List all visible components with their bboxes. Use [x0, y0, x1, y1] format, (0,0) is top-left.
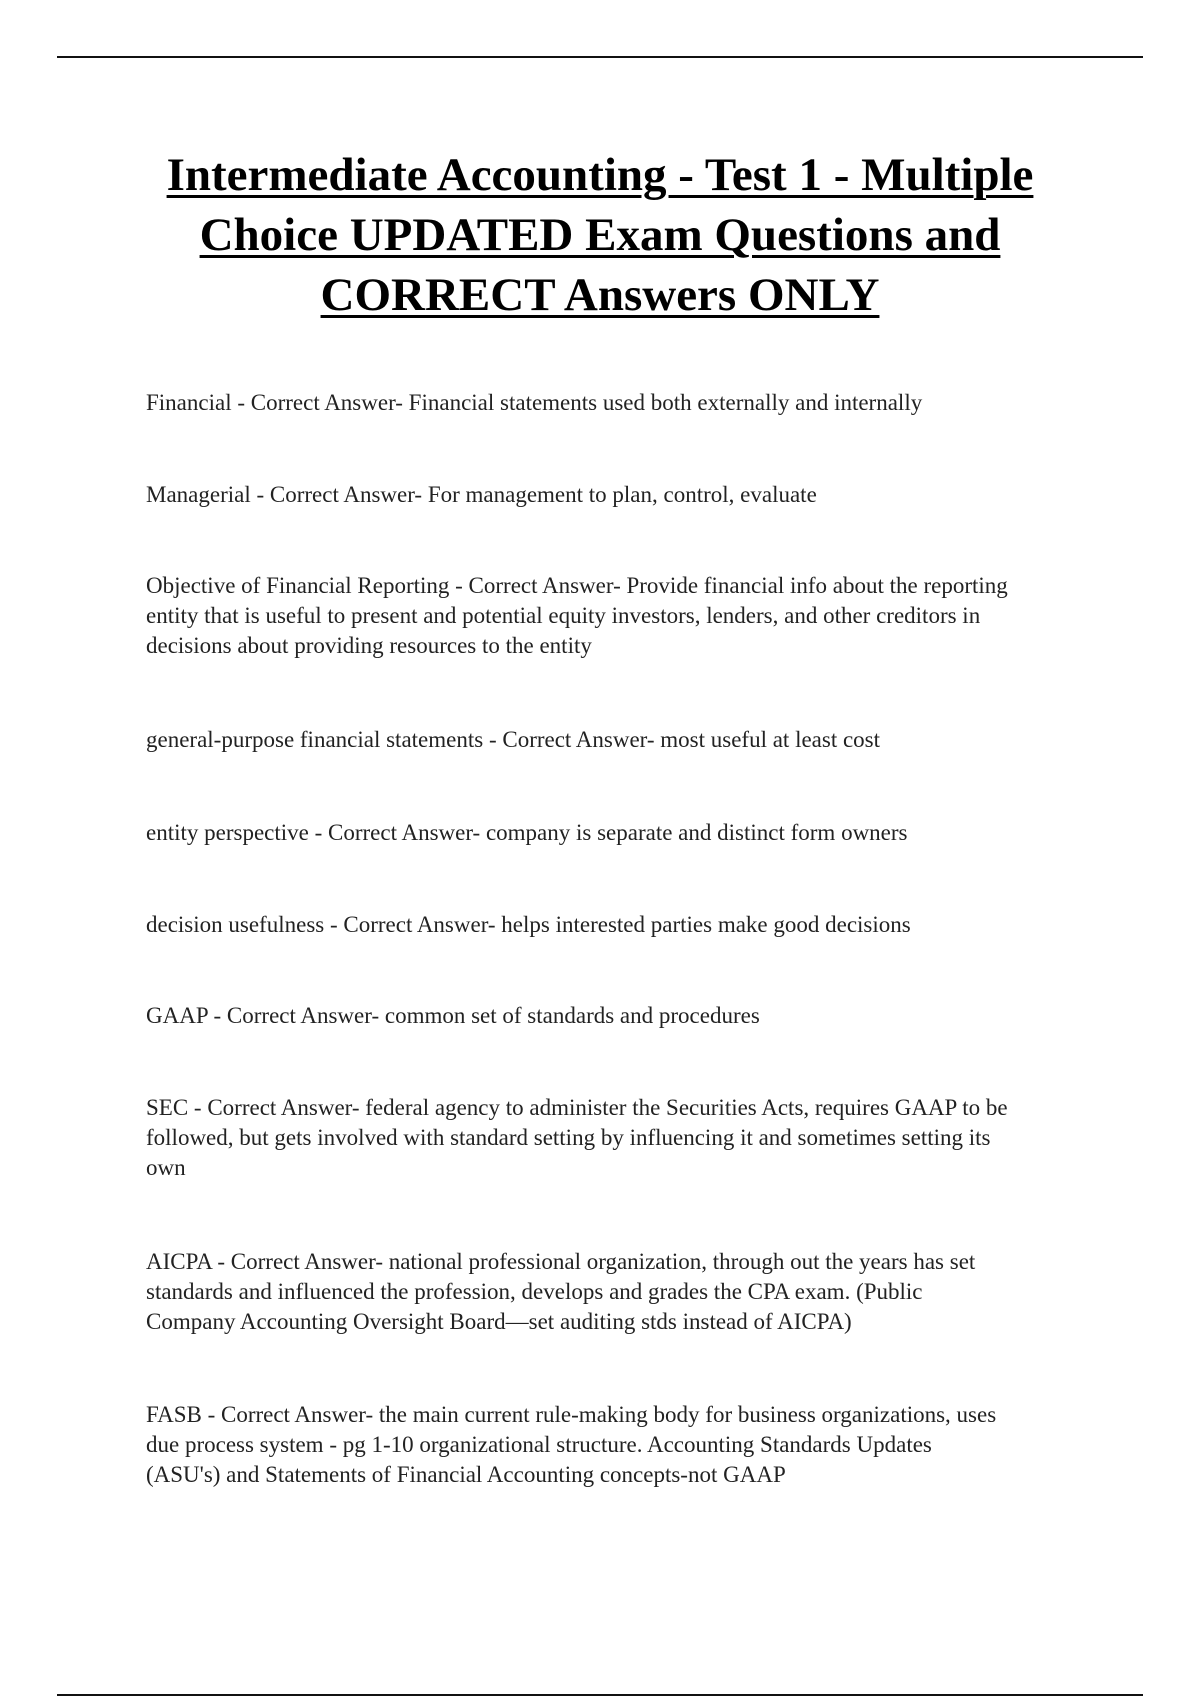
qa-text-line: Financial - Correct Answer- Financial statements used both externally and internally: [146, 390, 923, 415]
qa-text-line: entity perspective - Correct Answer- company is separate and distinct form owners: [146, 820, 908, 845]
qa-text-line: followed, but gets involved with standard setting by influencing it and sometimes setting its: [146, 1125, 991, 1150]
qa-entry-financial: [146, 388, 1066, 418]
bottom-rule: [57, 1694, 1143, 1696]
qa-text-line: decision usefulness - Correct Answer- helps interested parties make good decisions: [146, 912, 911, 937]
document-title: [100, 145, 1100, 325]
qa-text-line: own: [146, 1155, 186, 1180]
qa-text-line: decisions about providing resources to the entity: [146, 633, 592, 658]
title-line-text: CORRECT Answers ONLY: [320, 269, 880, 321]
qa-entry-managerial: [146, 480, 1066, 510]
qa-text-line: GAAP - Correct Answer- common set of standards and procedures: [146, 1003, 760, 1028]
title-line-text: Intermediate Accounting - Test 1 - Multiple: [166, 149, 1034, 201]
qa-text-line: SEC - Correct Answer- federal agency to administer the Securities Acts, requires GAAP to be: [146, 1095, 1008, 1120]
qa-entry-decision-usefulness: [146, 910, 1066, 940]
qa-text-line: AICPA - Correct Answer- national professional organization, through out the years has set: [146, 1249, 976, 1274]
qa-text-line: general-purpose financial statements - Correct Answer- most useful at least cost: [146, 727, 881, 752]
title-line: [100, 145, 1100, 205]
qa-text-line: (ASU's) and Statements of Financial Accounting concepts-not GAAP: [146, 1462, 786, 1487]
title-line: [100, 205, 1100, 265]
title-line: [100, 265, 1100, 325]
title-line-text: Choice UPDATED Exam Questions and: [199, 209, 1001, 261]
qa-entry-entity-perspective: [146, 818, 1066, 848]
qa-entry-sec: [146, 1093, 1066, 1183]
qa-text-line: Objective of Financial Reporting - Correct Answer- Provide financial info about the reporting: [146, 573, 1008, 598]
qa-entry-aicpa: [146, 1247, 1066, 1337]
top-rule: [57, 56, 1143, 58]
qa-entry-gaap: [146, 1001, 1066, 1031]
qa-text-line: Company Accounting Oversight Board—set auditing stds instead of AICPA): [146, 1309, 852, 1334]
qa-entry-objective: [146, 571, 1066, 661]
qa-entry-general-purpose: [146, 725, 1066, 755]
qa-text-line: Managerial - Correct Answer- For management to plan, control, evaluate: [146, 482, 817, 507]
qa-text-line: FASB - Correct Answer- the main current rule-making body for business organizations, uses: [146, 1402, 997, 1427]
qa-text-line: due process system - pg 1-10 organizational structure. Accounting Standards Updates: [146, 1432, 932, 1457]
qa-text-line: entity that is useful to present and potential equity investors, lenders, and other creditors in: [146, 603, 981, 628]
qa-entry-fasb: [146, 1400, 1066, 1490]
qa-text-line: standards and influenced the profession, develops and grades the CPA exam. (Public: [146, 1279, 923, 1304]
